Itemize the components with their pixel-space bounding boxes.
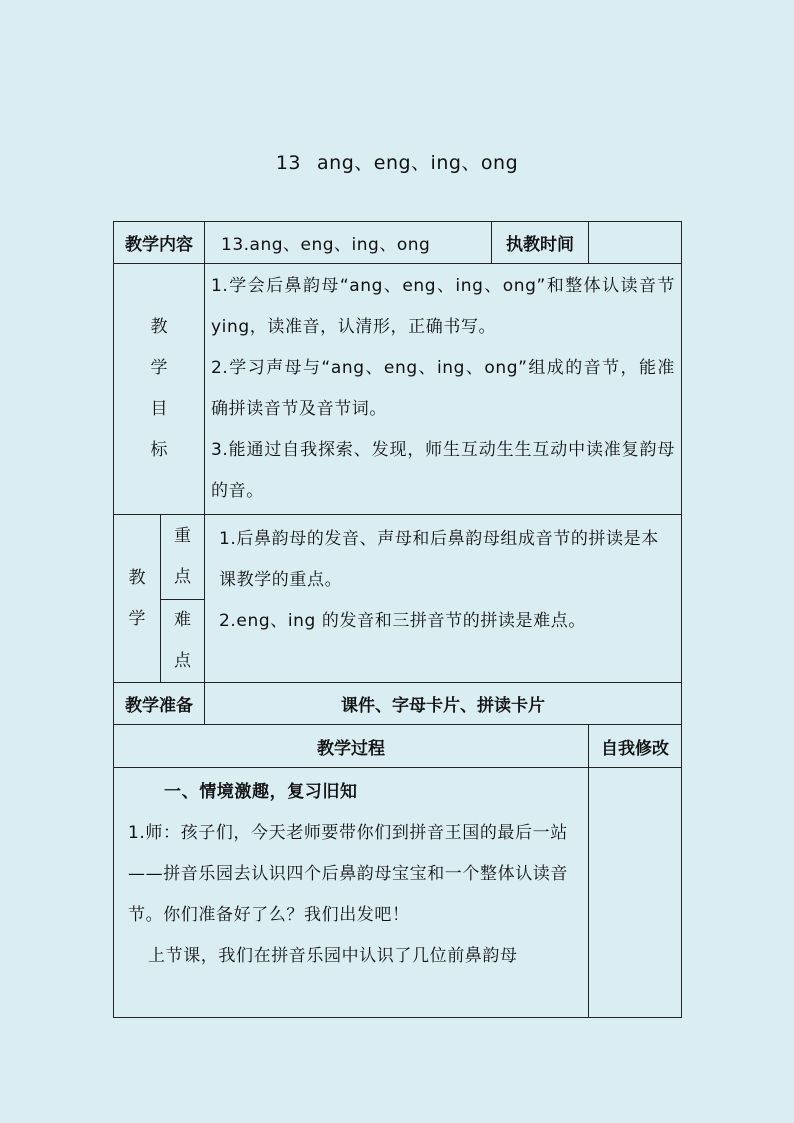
key-difficult-content xyxy=(205,515,682,683)
key-points-row xyxy=(114,515,682,600)
goals-label-char: 标 xyxy=(150,440,168,460)
goals-label xyxy=(114,264,205,515)
difficult-point-item: 2.eng、ing 的发音和三拼音节的拼读是难点。 xyxy=(219,611,586,631)
process-header-row xyxy=(114,725,682,768)
teaching-time-label: 执教时间 xyxy=(492,222,589,264)
goal-item: 1.学会后鼻韵母“ang、eng、ing、ong”和整体认读音节 ying，读准音，认清形，正确书写。 xyxy=(211,276,675,337)
preparation-label: 教学准备 xyxy=(114,683,205,725)
lesson-plan-table xyxy=(113,221,682,1018)
kd-label-char: 教 xyxy=(128,567,146,588)
self-revise-label: 自我修改 xyxy=(589,725,682,768)
self-revise-content xyxy=(589,768,682,1018)
process-content-row xyxy=(114,768,682,1018)
process-paragraph: 上节课，我们在拼音乐园中认识了几位前鼻韵母 xyxy=(148,946,518,966)
content-row xyxy=(114,222,682,264)
difficult-label-char: 难 xyxy=(174,610,191,630)
key-difficult-label xyxy=(114,515,161,683)
goals-row xyxy=(114,264,682,515)
process-label: 教学过程 xyxy=(114,725,589,768)
goals-label-char: 目 xyxy=(150,399,168,419)
preparation-row xyxy=(114,683,682,725)
teaching-time-value xyxy=(589,222,682,264)
process-heading: 一、情境激趣，复习旧知 xyxy=(164,782,358,802)
lesson-title: ang、eng、ing、ong xyxy=(317,152,519,174)
goal-item: 3.能通过自我探索、发现，师生互动生生互动中读准复韵母的音。 xyxy=(211,440,675,501)
content-value: 13.ang、eng、ing、ong xyxy=(205,222,492,264)
difficult-points-label xyxy=(161,600,205,683)
goal-item: 2.学习声母与“ang、eng、ing、ong”组成的音节，能准确拼读音节及音节词。 xyxy=(211,358,675,419)
difficult-label-char: 点 xyxy=(174,651,191,671)
key-label-char: 点 xyxy=(174,567,191,587)
goals-content xyxy=(205,264,682,515)
page-title xyxy=(0,148,794,175)
goals-label-char: 学 xyxy=(150,358,168,378)
key-points-label xyxy=(161,515,205,600)
key-label-char: 重 xyxy=(174,526,191,546)
preparation-value: 课件、字母卡片、拼读卡片 xyxy=(205,683,682,725)
process-content xyxy=(114,768,589,1018)
lesson-number: 13 xyxy=(275,152,302,174)
content-label: 教学内容 xyxy=(114,222,205,264)
kd-label-char: 学 xyxy=(128,608,146,629)
key-point-item: 1.后鼻韵母的发音、声母和后鼻韵母组成音节的拼读是本课教学的重点。 xyxy=(219,529,659,590)
goals-label-char: 教 xyxy=(150,317,168,337)
process-paragraph: 1.师：孩子们，今天老师要带你们到拼音王国的最后一站——拼音乐园去认识四个后鼻韵母宝宝和一个整体认读音节。你们准备好了么？我们出发吧！ xyxy=(128,823,568,925)
